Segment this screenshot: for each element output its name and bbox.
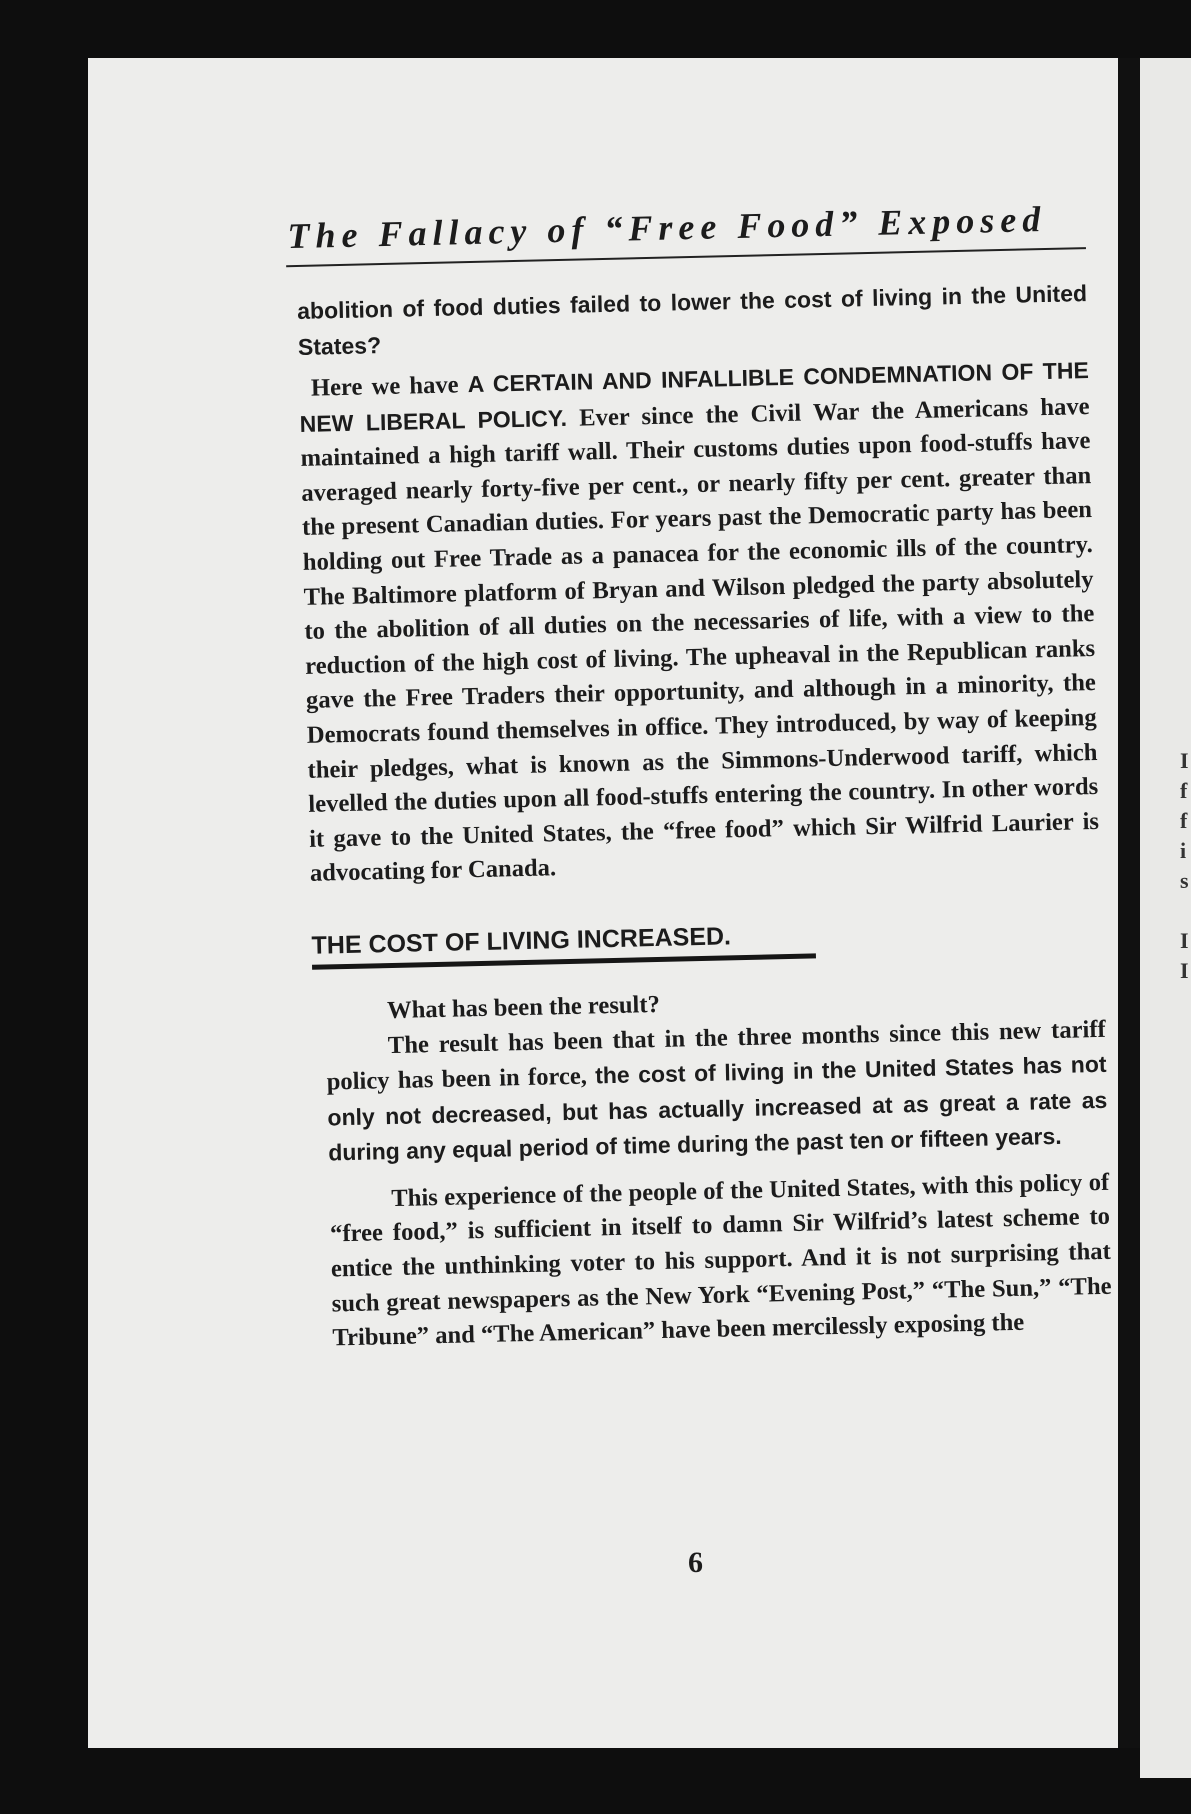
paragraph: What has been the result? (386, 990, 661, 1025)
continued-paragraph: abolition of food duties failed to lower the cost of living in the United States? (296, 280, 1088, 360)
adjacent-page-glyph: i (1180, 838, 1187, 863)
emphasis-text: the cost of living in the United States has not only not decreased, but has actually increased at as great a rate as during any equal period of time during the past ten or fifteen years. (327, 1050, 1108, 1166)
page-content (287, 197, 1112, 1356)
adjacent-page-glyph: I (1180, 748, 1189, 773)
paragraph-body: Ever since the Civil War the Americans have maintained a high tariff wall. Their customs duties upon food-stuffs have averaged nearly forty-five per cent., or nearly fifty per cent. greater than the present Canadian duties. For years past the Democratic party has been holding out Free Trade as a panacea for the economic ills of the country. The Baltimore platform of Bryan and Wilson pledged the party absolutely to the abolition of all duties on the necessaries of life, with a view to the reduction of the high cost of living. The upheaval in the Republican ranks gave the Free Traders their opportunity, and although in a minority, the Democrats found themselves in office. They introduced, by way of keeping their pledges, what is known as the Simmons-Underwood tariff, which levelled the duties upon all food-stuffs entering the country. In other words it gave to the United States, the “free food” which Sir Wilfrid Laurier is advocating for Canada. (300, 392, 1100, 888)
running-head: The Fallacy of “Free Food” Exposed (287, 198, 1047, 257)
paragraph (325, 1012, 1108, 1171)
adjacent-page-glyph: I (1180, 928, 1189, 953)
section-body (325, 978, 1113, 1357)
adjacent-page-glyph: I (1180, 958, 1189, 983)
adjacent-page-glyph: f (1180, 808, 1188, 833)
paragraph (299, 353, 1101, 892)
paragraph: This experience of the people of the United States, with this policy of “free food,” is sufficient in itself to damn Sir Wilfrid’s latest scheme to entice the unthinking voter to his support. And it is not surprising that such great newspapers as the New York “Evening Post,” “The Sun,” “The Tribune” and “The American” have been mercilessly exposing the (329, 1168, 1112, 1352)
page-number: 6 (688, 1546, 703, 1579)
paragraph-intro: Here we have (310, 371, 469, 402)
adjacent-page-glyph: f (1180, 778, 1188, 803)
emphasis-text: A CERTAIN AND INFALLIBLE CONDEMNATION OF THE NEW LIBERAL POLICY. (299, 357, 1090, 437)
adjacent-page-edge (1140, 58, 1191, 1778)
adjacent-page-glyph: s (1180, 868, 1189, 893)
page-gutter (1118, 58, 1140, 1748)
section-heading: THE COST OF LIVING INCREASED. (311, 922, 732, 960)
paragraph-intro: The result has been that in the three months since this new tariff policy has been in force, (326, 1015, 1106, 1096)
